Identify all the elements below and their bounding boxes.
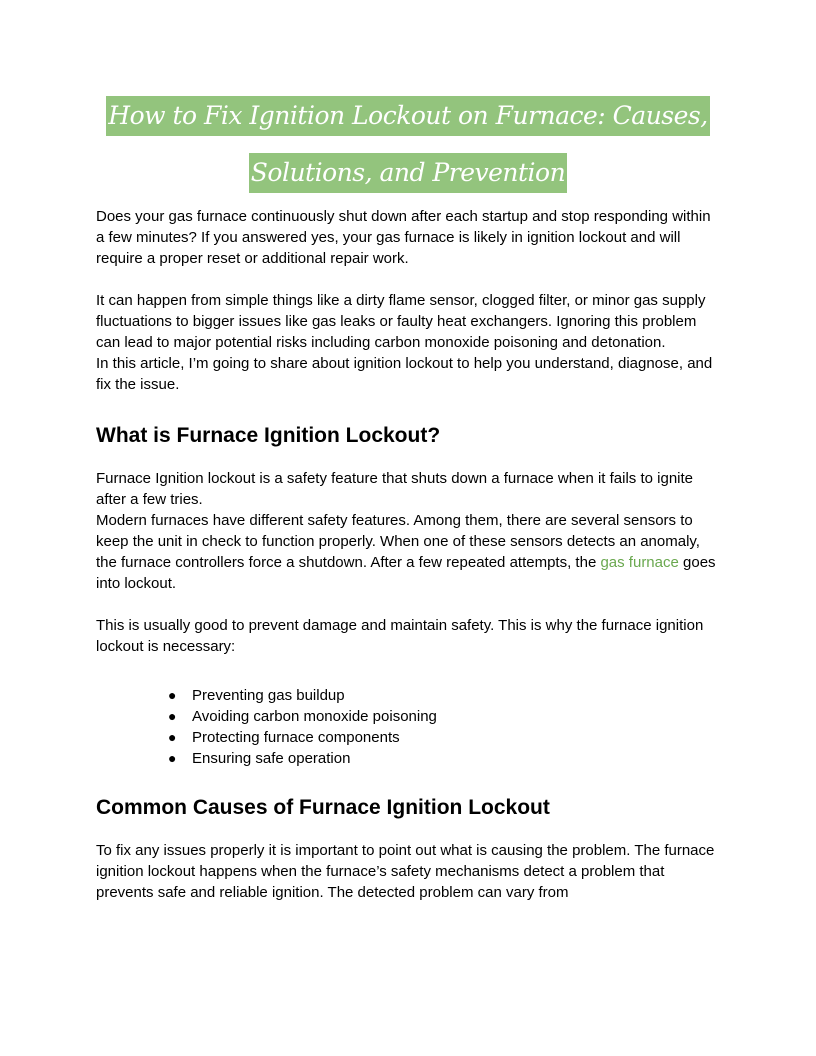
- list-item-text: Avoiding carbon monoxide poisoning: [192, 708, 437, 725]
- title-line-2: Solutions, and Prevention: [249, 153, 567, 193]
- intro-paragraph-2: [96, 290, 720, 395]
- causes-paragraph: To fix any issues properly it is important to point out what is causing the problem. The furnace ignition lockout happens when the furnace’s safety mechanisms detect a problem that prevents safe and reliable ignition. The detected problem can vary from: [96, 842, 715, 901]
- title-line-1: How to Fix Ignition Lockout on Furnace: Causes,: [106, 96, 709, 136]
- document-page: [96, 96, 720, 903]
- list-item-text: Ensuring safe operation: [192, 750, 351, 767]
- necessity-bullet-list: [96, 685, 720, 769]
- bullet-icon: ●: [168, 750, 177, 766]
- bullet-icon: ●: [168, 708, 177, 724]
- list-item-text: Preventing gas buildup: [192, 687, 345, 704]
- necessity-paragraph: This is usually good to prevent damage and maintain safety. This is why the furnace ignition lockout is necessary:: [96, 617, 704, 655]
- definition-detail-pre: Modern furnaces have different safety features. Among them, there are several sensors to keep the unit in check to function properly. When one of these sensors detects an anomaly, the furnace controllers force a shutdown. After a few repeated attempts, the: [96, 512, 700, 571]
- intro-paragraph-1: Does your gas furnace continuously shut down after each startup and stop responding within a few minutes? If you answered yes, your gas furnace is likely in ignition lockout and will require a proper reset or additional repair work.: [96, 208, 711, 267]
- list-item: [168, 727, 720, 748]
- list-item: [168, 748, 720, 769]
- definition-paragraph: [96, 468, 720, 594]
- bullet-icon: ●: [168, 687, 177, 703]
- section-heading-what-is: What is Furnace Ignition Lockout?: [96, 424, 441, 447]
- gas-furnace-link[interactable]: gas furnace: [600, 554, 679, 571]
- definition-text: Furnace Ignition lockout is a safety feature that shuts down a furnace when it fails to ignite after a few tries.: [96, 470, 694, 508]
- list-item-text: Protecting furnace components: [192, 729, 400, 746]
- list-item: [168, 685, 720, 706]
- article-title: [96, 96, 720, 193]
- intro-paragraph-2-text: It can happen from simple things like a dirty flame sensor, clogged filter, or minor gas supply fluctuations to bigger issues like gas leaks or faulty heat exchangers. Ignoring this problem can lead to major potential risks including carbon monoxide poisoning and detonation.: [96, 292, 706, 351]
- list-item: [168, 706, 720, 727]
- bullet-icon: ●: [168, 729, 177, 745]
- section-heading-common-causes: Common Causes of Furnace Ignition Lockout: [96, 796, 550, 819]
- definition-detail-post: goes into lockout.: [96, 554, 716, 592]
- intro-paragraph-2-continuation: In this article, I’m going to share about ignition lockout to help you understand, diagnose, and fix the issue.: [96, 355, 713, 393]
